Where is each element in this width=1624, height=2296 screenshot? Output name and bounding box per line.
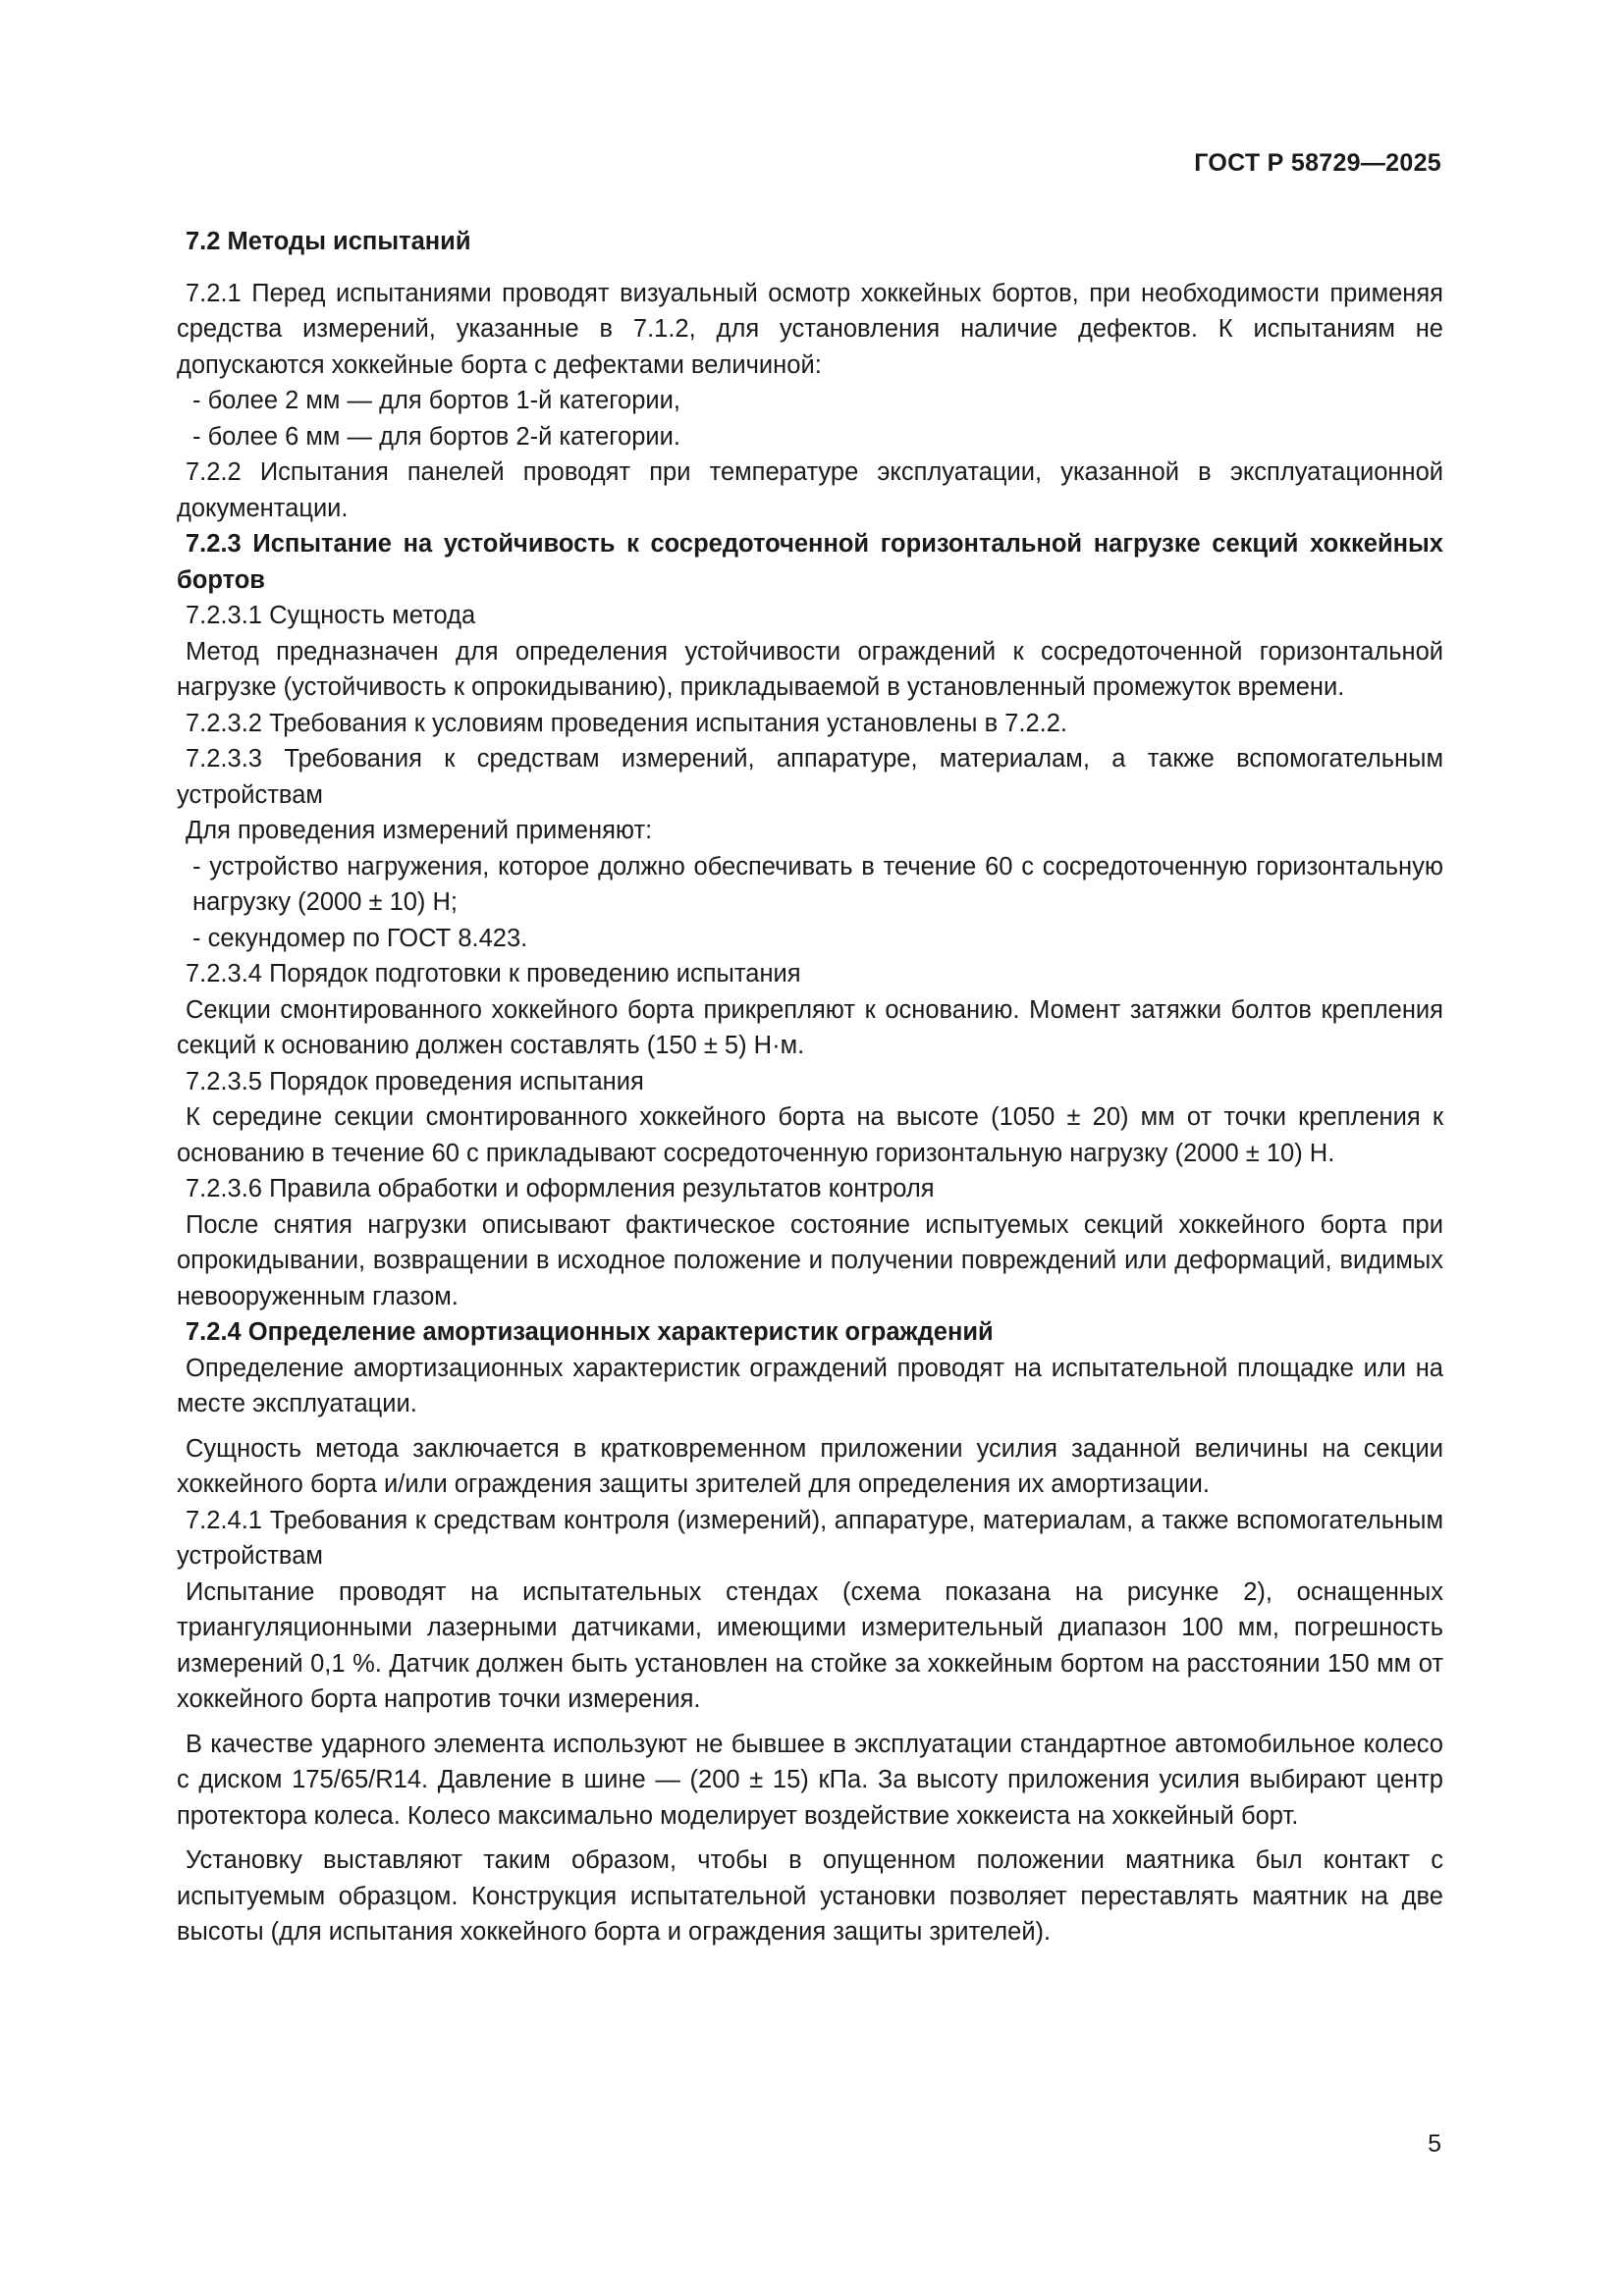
paragraph-7-2-4-text2: Сущность метода заключается в кратковременном приложении усилия заданной величины на секции хоккейного борта и/или ограждения защиты зрителей для определения их амортизации. <box>177 1434 1443 1498</box>
paragraph-7-2-3-1-text: Метод предназначен для определения устойчивости ограждений к сосредоточенной горизонтальной нагрузке (устойчивость к опрокидыванию), прикладываемой в установленный промежуток времени. <box>177 637 1443 701</box>
list-item: - устройство нагружения, которое должно обеспечивать в течение 60 с сосредоточенную горизонтальную нагрузку (2000 ± 10) Н; <box>192 852 1443 916</box>
paragraph-7-2-3-6-text: После снятия нагрузки описывают фактическое состояние испытуемых секций хоккейного борта при опрокидывании, возвращении в исходное положение и получении повреждений или деформаций, видимых невооруженным глазом. <box>177 1210 1443 1310</box>
paragraph-7-2-4-1-text1: Испытание проводят на испытательных стендах (схема показана на рисунке 2), оснащенных триангуляционными лазерными датчиками, имеющими измерительный диапазон 100 мм, погрешность измерений 0,1 %. Датчик должен быть установлен на стойке за хоккейным бортом на расстоянии 150 мм от хоккейного борта напротив точки измерения. <box>177 1577 1443 1713</box>
standard-header: ГОСТ Р 58729—2025 <box>1194 149 1441 177</box>
main-content <box>177 224 1443 1950</box>
heading-7-2-3-5: 7.2.3.5 Порядок проведения испытания <box>186 1067 644 1095</box>
paragraph-7-2-1: 7.2.1 Перед испытаниями проводят визуальный осмотр хоккейных бортов, при необходимости применяя средства измерений, указанные в 7.1.2, для установления наличие дефектов. К испытаниям не допускаются хоккейные борта с дефектами величиной: <box>177 279 1443 379</box>
paragraph-7-2-3-5-text: К середине секции смонтированного хоккейного борта на высоте (1050 ± 20) мм от точки крепления к основанию в течение 60 с прикладывают сосредоточенную горизонтальную нагрузку (2000 ± 10) Н. <box>177 1103 1443 1167</box>
heading-7-2-3-1: 7.2.3.1 Сущность метода <box>186 602 476 629</box>
paragraph-7-2-3-2: 7.2.3.2 Требования к условиям проведения испытания установлены в 7.2.2. <box>186 709 1068 737</box>
heading-7-2-3-3: 7.2.3.3 Требования к средствам измерений, аппаратуре, материалам, а также вспомогательным устройствам <box>177 745 1443 809</box>
paragraph-7-2-4-1-text3: Установку выставляют таким образом, чтобы в опущенном положении маятника был контакт с испытуемым образцом. Конструкция испытательной установки позволяет переставлять маятник на две высоты (для испытания хоккейного борта и ограждения защиты зрителей). <box>177 1846 1443 1946</box>
heading-7-2-3: 7.2.3 Испытание на устойчивость к сосредоточенной горизонтальной нагрузке секций хоккейных бортов <box>177 530 1443 594</box>
heading-7-2-3-6: 7.2.3.6 Правила обработки и оформления результатов контроля <box>186 1175 935 1202</box>
paragraph-7-2-2: 7.2.2 Испытания панелей проводят при температуре эксплуатации, указанной в эксплуатационной документации. <box>177 458 1443 522</box>
list-item: - секундомер по ГОСТ 8.423. <box>192 924 528 952</box>
paragraph-7-2-3-4-text: Секции смонтированного хоккейного борта прикрепляют к основанию. Момент затяжки болтов крепления секций к основанию должен составлять (150 ± 5) Н·м. <box>177 995 1443 1059</box>
paragraph-7-2-4-text1: Определение амортизационных характеристик ограждений проводят на испытательной площадке или на месте эксплуатации. <box>177 1354 1443 1417</box>
heading-7-2-3-4: 7.2.3.4 Порядок подготовки к проведению испытания <box>186 960 801 988</box>
list-item: - более 6 мм — для бортов 2-й категории. <box>192 422 680 451</box>
heading-7-2-4: 7.2.4 Определение амортизационных характеристик ограждений <box>186 1318 994 1346</box>
heading-7-2-4-1: 7.2.4.1 Требования к средствам контроля (измерений), аппаратуре, материалам, а также вспомогательным устройствам <box>177 1506 1443 1570</box>
page-number: 5 <box>1428 2130 1441 2158</box>
paragraph-7-2-3-3-text: Для проведения измерений применяют: <box>186 817 653 844</box>
section-title: 7.2 Методы испытаний <box>186 228 471 255</box>
paragraph-7-2-4-1-text2: В качестве ударного элемента используют не бывшее в эксплуатации стандартное автомобильное колесо с диском 175/65/R14. Давление в шине — (200 ± 15) кПа. За высоту приложения усилия выбирают центр протектора колеса. Колесо максимально моделирует воздействие хоккеиста на хоккейный борт. <box>177 1730 1443 1830</box>
list-item: - более 2 мм — для бортов 1-й категории, <box>192 387 680 414</box>
